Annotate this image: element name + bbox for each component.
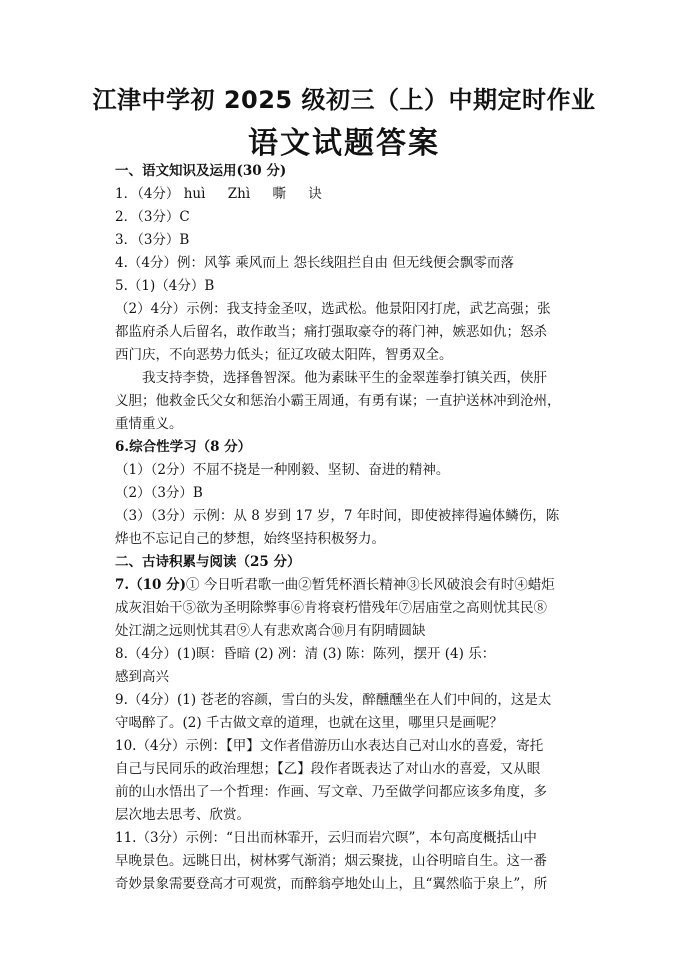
answer-q4: 4.（4分）例：风筝 乘风而上 怨长线阻拦自由 但无线便会飘零而落 [115,255,514,271]
answer-q5-3-line1: 我支持李贽，选择鲁智深。他为素昧平生的金翠莲拳打镇关西，侠肝 [142,370,547,386]
q7-label: 7.（10 分) [115,577,186,593]
document-title: 江津中学初 2025 级初三（上）中期定时作业 [92,86,596,114]
answer-q8-line1: 8.（4分）(1)暝：昏暗 (2) 冽：清 (3) 陈：陈列，摆开 (4) 乐： [115,646,496,662]
answer-q10-line3: 前的山水悟出了一个哲理：作画、写文章、乃至做学问都应该多角度，多 [115,784,547,800]
answer-q6-1: （1）（2分）不屈不挠是一种刚毅、坚韧、奋进的精神。 [115,462,450,478]
answer-body [115,160,670,896]
answer-q5-2-line3: 西门庆，不向恶势力低头；征辽攻破太阳阵，智勇双全。 [115,347,453,363]
answer-q5-3-line2: 义胆；他救金氏父女和惩治小霸王周通，有勇有谋；一直护送林冲到沧州， [115,393,561,409]
q1-answer-b: Zhì [227,186,251,202]
q1-answer-c: 嘶 [272,186,286,202]
answer-q2: 2．（3分）C [115,209,190,225]
answer-q9-line1: 9.（4分）(1) 苍老的容颜，雪白的头发，醉醺醺坐在人们中间的，这是太 [115,692,552,708]
answer-q9-line2: 守喝醉了。(2) 千古做文章的道理，也就在这里，哪里只是画呢？ [115,715,503,731]
answer-q11-line1: 11.（3分）示例：“日出而林霏开，云归而岩穴暝”，本句高度概括山中 [115,830,537,846]
q1-answer-a: huì [183,186,206,202]
answer-q1 [115,183,670,206]
answer-q7-line1 [115,574,670,597]
q1-label: 1．（4分） [115,186,180,202]
q7-text: ① 今日听君歌一曲②暂凭杯酒长精神③长风破浪会有时④蜡炬 [185,577,555,593]
answer-q5-3-line3: 重情重义。 [115,416,183,432]
answer-q6-3-line1: （3）（3分）示例：从 8 岁到 17 岁，7 年时间，即使被摔得遍体鳞伤，陈 [115,508,560,524]
answer-q5-1: 5.（1)（4分）B [115,278,215,294]
answer-q8-line2: 感到高兴 [115,669,169,685]
section-heading-1: 一、语文知识及运用(30 分) [115,163,287,179]
answer-q7-line2: 成灰泪始干⑤欲为圣明除弊事⑥肯将衰朽惜残年⑦居庙堂之高则忧其民⑧ [115,600,547,616]
answer-q11-line3: 奇妙景象需要登高才可观赏，而醉翁亭地处山上，且“翼然临于泉上”，所 [115,876,548,892]
answer-q5-2-line1: （2）4分）示例：我支持金圣叹，选武松。他景阳冈打虎，武艺高强；张 [115,301,551,317]
answer-q7-line3: 处江湖之远则忧其君⑨人有悲欢离合⑩月有阴晴圆缺 [115,623,426,639]
answer-q6-3-line2: 烨也不忘记自己的梦想，始终坚持积极努力。 [115,531,385,547]
answer-q6-2: （2）（3分）B [115,485,203,501]
answer-q10-line1: 10.（4分）示例：【甲】文作者借游历山水表达自己对山水的喜爱，寄托 [115,738,544,754]
document-subtitle: 语文试题答案 [248,126,440,161]
q1-answer-d: 诀 [308,186,322,202]
answer-q3: 3．（3分）B [115,232,190,248]
answer-q10-line4: 层次地去思考、欣赏。 [115,807,250,823]
answer-q5-2-line2: 都监府杀人后留名，敢作敢当；痛打强取豪夺的蒋门神，嫉恶如仇；怒杀 [115,324,547,340]
answer-q11-line2: 早晚景色。远眺日出，树林雾气渐消；烟云聚拢，山谷明暗自生。这一番 [115,853,547,869]
section-heading-6: 6.综合性学习（8 分） [115,439,252,455]
answer-q10-line2: 自己与民同乐的政治理想；【乙】段作者既表达了对山水的喜爱，又从眼 [115,761,541,777]
section-heading-2: 二、古诗积累与阅读（25 分） [115,554,301,570]
